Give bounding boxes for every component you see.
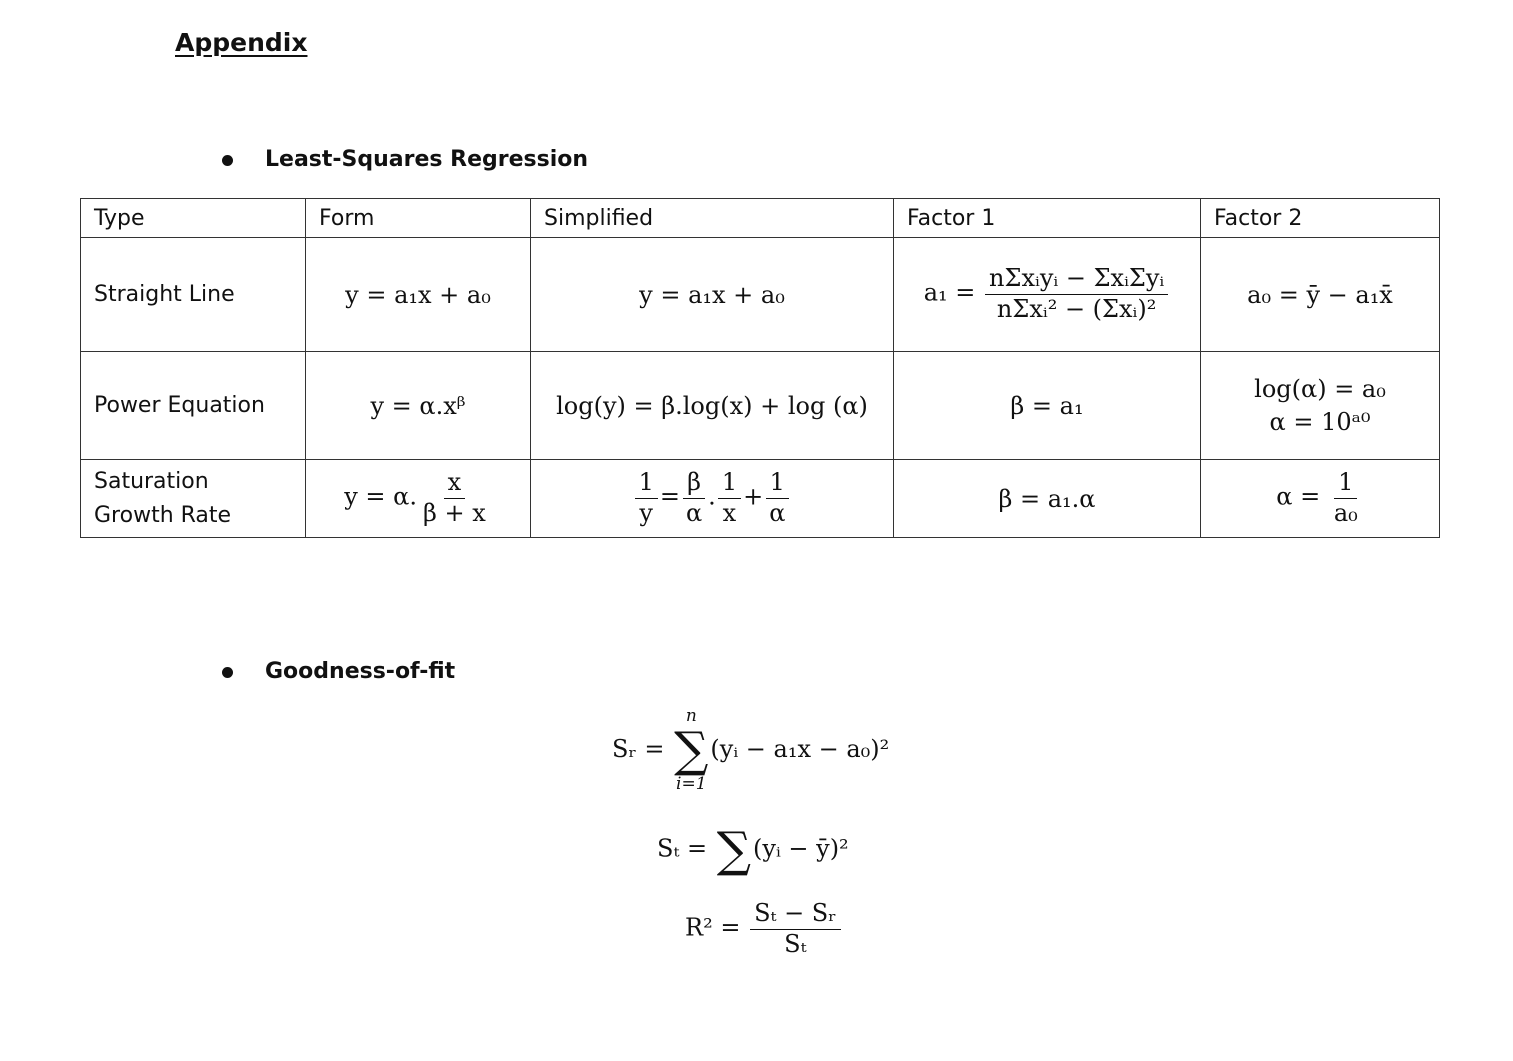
fraction-4 <box>765 469 789 527</box>
sigma-icon: ∑ <box>716 822 752 878</box>
header-form: Form <box>306 199 531 238</box>
sigma-icon: ∑ <box>674 722 709 779</box>
fraction-denominator: α <box>685 499 703 527</box>
fraction-numerator: Sₜ − Sᵣ <box>750 900 841 930</box>
factor1-lhs: a₁ = <box>923 279 976 307</box>
factor1-fraction <box>985 265 1168 323</box>
header-factor-1: Factor 1 <box>894 199 1201 238</box>
st-equation <box>657 822 849 878</box>
summation <box>674 706 708 795</box>
fraction-denominator: β + x <box>422 499 486 527</box>
sr-equation <box>612 706 889 795</box>
fraction-denominator: α <box>769 499 786 527</box>
factor2-lhs: α = <box>1276 483 1321 511</box>
table-header-row <box>81 199 1440 238</box>
header-factor-2: Factor 2 <box>1201 199 1440 238</box>
saturation-factor-1: β = a₁.α <box>894 460 1201 538</box>
straight-factor-1 <box>894 238 1201 352</box>
power-factor-2 <box>1201 352 1440 460</box>
fraction-numerator: 1 <box>1334 469 1357 499</box>
st-lhs: Sₜ = <box>657 834 708 863</box>
fraction-denominator: y <box>639 499 653 527</box>
header-type: Type <box>81 199 306 238</box>
bullet-icon <box>222 155 233 166</box>
type-line-2: Growth Rate <box>94 502 232 528</box>
factor2-line-1: log(α) = a₀ <box>1254 375 1386 404</box>
r2-equation <box>685 900 843 958</box>
type-line-1: Saturation <box>94 468 209 494</box>
sr-lhs: Sᵣ = <box>612 734 665 763</box>
fraction-2 <box>682 469 706 527</box>
r2-lhs: R² = <box>685 913 741 942</box>
section-heading-label: Least-Squares Regression <box>265 147 589 172</box>
table-row <box>81 238 1440 352</box>
fraction-numerator: 1 <box>635 469 658 499</box>
power-form: y = α.xᵝ <box>306 352 531 460</box>
sum-lower-limit: i=1 <box>676 774 707 795</box>
header-simplified: Simplified <box>531 199 894 238</box>
row-type-power-equation: Power Equation <box>81 352 306 460</box>
sum-upper-limit: n <box>685 706 697 726</box>
fraction-numerator: 1 <box>718 469 741 499</box>
fraction-denominator: nΣxᵢ² − (Σxᵢ)² <box>996 295 1157 323</box>
saturation-form <box>306 460 531 538</box>
form-lhs: y = α. <box>344 483 417 511</box>
summation <box>716 822 752 878</box>
sr-body: (yᵢ − a₁x − a₀)² <box>710 734 890 763</box>
fraction-3 <box>718 469 741 527</box>
row-type-saturation-growth-rate <box>81 460 306 538</box>
section-heading-label: Goodness-of-fit <box>265 659 456 684</box>
power-factor-1: β = a₁ <box>894 352 1201 460</box>
row-type-straight-line: Straight Line <box>81 238 306 352</box>
factor2-stack <box>1254 373 1386 438</box>
factor2-line-2: α = 10ᵃ⁰ <box>1269 407 1371 436</box>
regression-table <box>80 198 1440 538</box>
straight-factor-2: a₀ = ȳ − a₁x̄ <box>1201 238 1440 352</box>
fraction-numerator: β <box>683 469 705 499</box>
fraction-denominator: Sₜ <box>784 929 807 958</box>
fraction-1 <box>635 469 658 527</box>
fraction-numerator: 1 <box>766 469 789 499</box>
bullet-icon <box>222 667 233 678</box>
page-title: Appendix <box>175 28 308 57</box>
factor2-fraction <box>1330 469 1362 527</box>
fraction-numerator: x <box>444 469 466 499</box>
saturation-factor-2 <box>1201 460 1440 538</box>
straight-form: y = a₁x + a₀ <box>306 238 531 352</box>
section-heading-goodness-of-fit <box>265 659 455 684</box>
straight-simplified: y = a₁x + a₀ <box>531 238 894 352</box>
fraction-numerator: nΣxᵢyᵢ − ΣxᵢΣyᵢ <box>985 265 1168 295</box>
section-heading-regression <box>265 147 588 172</box>
st-body: (yᵢ − ȳ)² <box>753 834 849 863</box>
fraction-denominator: x <box>722 499 737 527</box>
fraction-denominator: a₀ <box>1333 499 1358 527</box>
saturation-simplified: $\frac{1}{y}$ = $\frac{\beta}{\alpha}$ . $\frac{1}{x}$ + $\frac{1}{\alpha}$ <box>531 460 894 538</box>
form-fraction <box>419 469 490 527</box>
power-simplified: log(y) = β.log(x) + log (α) <box>531 352 894 460</box>
table-row <box>81 460 1440 538</box>
r2-fraction <box>750 900 841 958</box>
table-row <box>81 352 1440 460</box>
